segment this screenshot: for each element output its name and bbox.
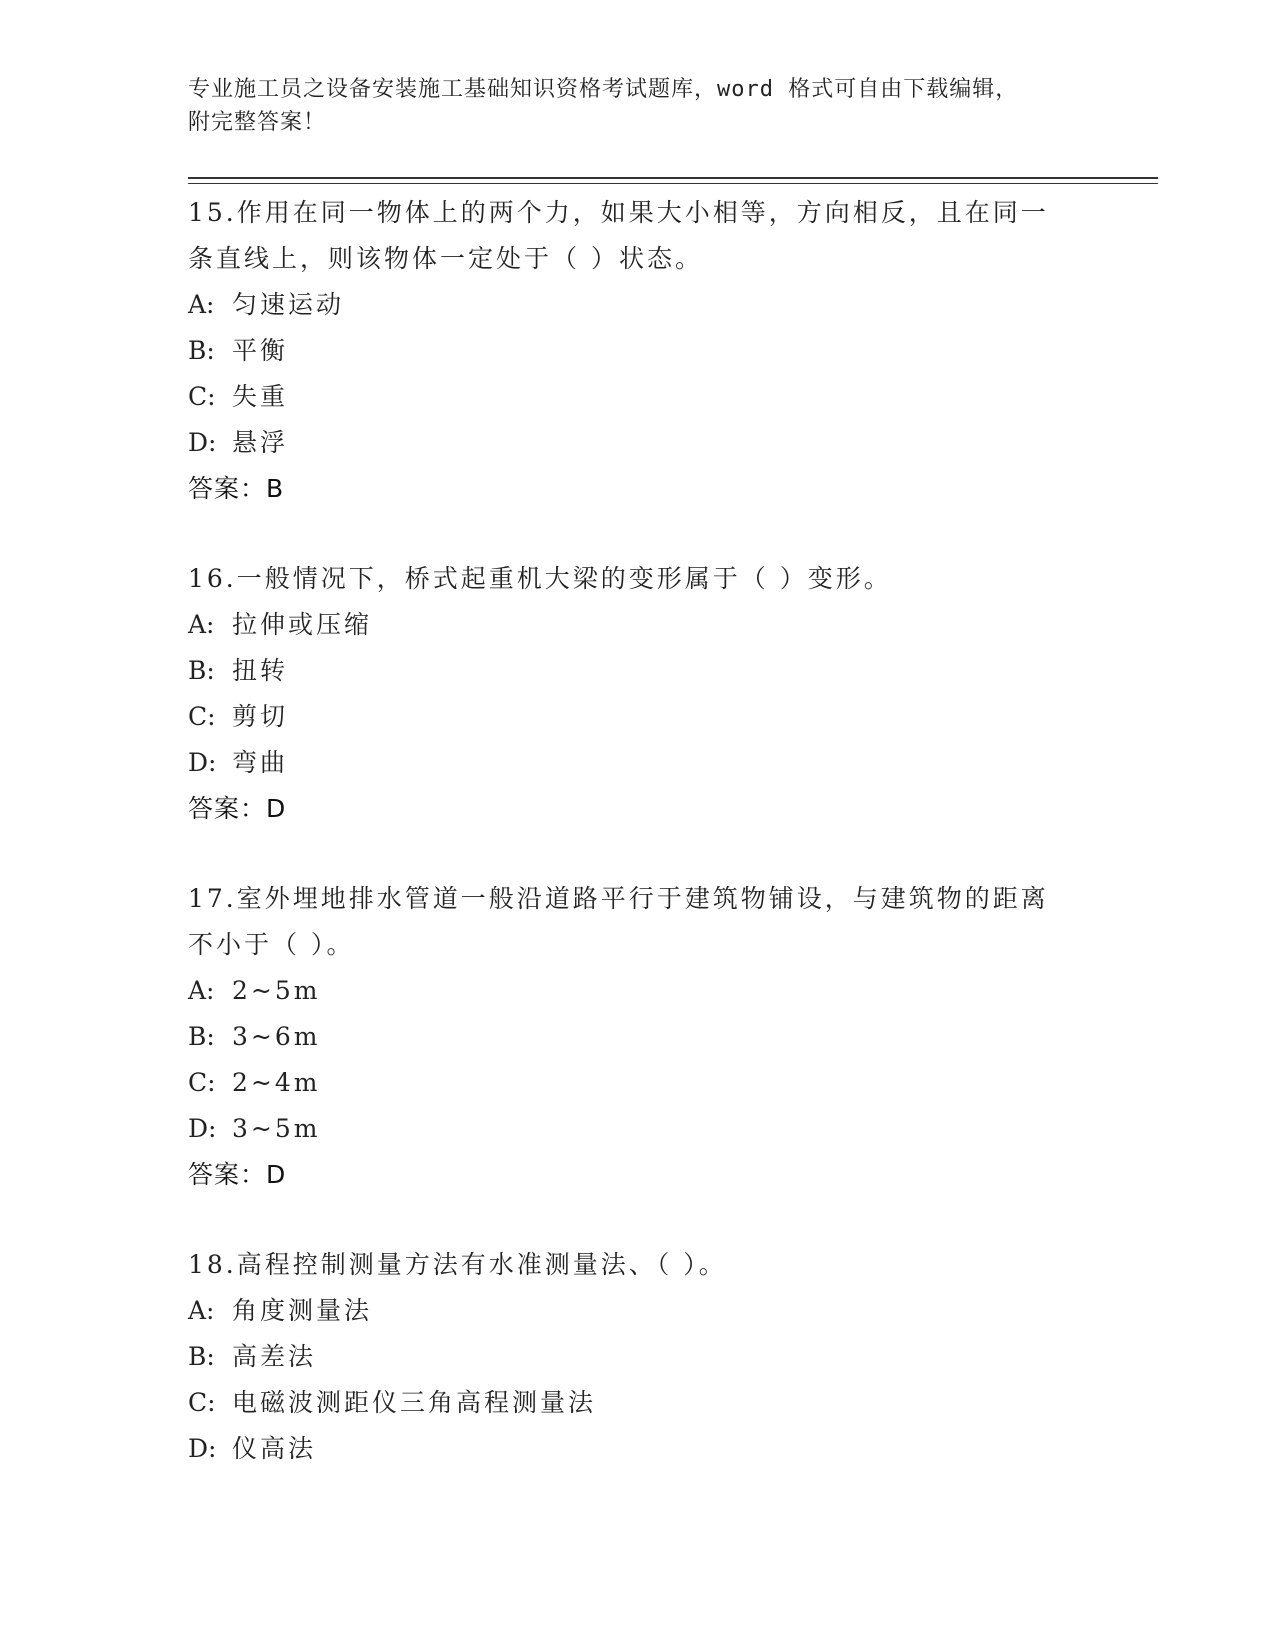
question-stem-line: 16.一般情况下，桥式起重机大梁的变形属于（ ）变形。 xyxy=(188,564,892,593)
question-stem-line: 15.作用在同一物体上的两个力，如果大小相等，方向相反，且在同一 xyxy=(188,198,1049,227)
option-text: 拉伸或压缩 xyxy=(232,610,373,639)
option-text: 电磁波测距仪三角高程测量法 xyxy=(232,1388,597,1417)
question-stem-line: 18.高程控制测量方法有水准测量法、（ ）。 xyxy=(188,1250,727,1279)
option-c xyxy=(188,1060,1088,1106)
option-text: 3~5m xyxy=(232,1114,321,1143)
option-c xyxy=(188,1380,1088,1426)
option-b xyxy=(188,1334,1088,1380)
option-b xyxy=(188,1014,1088,1060)
option-letter: C: xyxy=(188,1068,216,1097)
option-text: 2~5m xyxy=(232,976,321,1005)
option-text: 平衡 xyxy=(232,336,289,365)
answer-label: 答案：D xyxy=(188,1160,287,1189)
option-letter: D: xyxy=(188,1114,217,1143)
option-d xyxy=(188,420,1088,466)
option-letter: B: xyxy=(188,1022,215,1051)
option-text: 剪切 xyxy=(232,702,289,731)
option-letter: A: xyxy=(188,610,215,639)
option-text: 仪高法 xyxy=(232,1434,317,1463)
header-line-1: 专业施工员之设备安装施工基础知识资格考试题库，word 格式可自由下载编辑， xyxy=(188,77,1019,102)
option-a xyxy=(188,1288,1088,1334)
option-letter: A: xyxy=(188,1296,215,1325)
option-text: 2~4m xyxy=(232,1068,321,1097)
question-stem-line: 不小于（ ）。 xyxy=(188,930,355,959)
option-b xyxy=(188,328,1088,374)
option-b xyxy=(188,648,1088,694)
question-15 xyxy=(188,190,1088,512)
option-letter: A: xyxy=(188,976,215,1005)
option-a xyxy=(188,968,1088,1014)
option-letter: D: xyxy=(188,748,217,777)
header-divider-thin xyxy=(188,183,1158,184)
answer-label: 答案：D xyxy=(188,794,287,823)
question-list xyxy=(188,190,1088,1516)
option-text: 高差法 xyxy=(232,1342,317,1371)
header-line-2: 附完整答案！ xyxy=(188,110,327,135)
question-17 xyxy=(188,876,1088,1198)
question-18 xyxy=(188,1242,1088,1472)
option-text: 扭转 xyxy=(232,656,289,685)
option-a xyxy=(188,602,1088,648)
option-text: 角度测量法 xyxy=(232,1296,373,1325)
option-text: 失重 xyxy=(232,382,289,411)
option-letter: B: xyxy=(188,1342,215,1371)
header-divider-thick xyxy=(188,177,1158,179)
option-d xyxy=(188,1426,1088,1472)
option-d xyxy=(188,1106,1088,1152)
option-letter: C: xyxy=(188,382,216,411)
option-letter: D: xyxy=(188,428,217,457)
option-text: 悬浮 xyxy=(232,428,289,457)
option-text: 匀速运动 xyxy=(232,290,345,319)
option-letter: B: xyxy=(188,336,215,365)
option-text: 3~6m xyxy=(232,1022,321,1051)
option-letter: C: xyxy=(188,702,216,731)
option-letter: D: xyxy=(188,1434,217,1463)
option-a xyxy=(188,282,1088,328)
option-c xyxy=(188,694,1088,740)
question-stem-line: 条直线上，则该物体一定处于（ ）状态。 xyxy=(188,244,703,273)
option-text: 弯曲 xyxy=(232,748,289,777)
option-c xyxy=(188,374,1088,420)
option-letter: C: xyxy=(188,1388,216,1417)
option-d xyxy=(188,740,1088,786)
document-header xyxy=(188,73,1088,139)
question-16 xyxy=(188,556,1088,832)
option-letter: A: xyxy=(188,290,215,319)
option-letter: B: xyxy=(188,656,215,685)
answer-label: 答案：B xyxy=(188,474,285,503)
question-stem-line: 17.室外埋地排水管道一般沿道路平行于建筑物铺设，与建筑物的距离 xyxy=(188,884,1049,913)
